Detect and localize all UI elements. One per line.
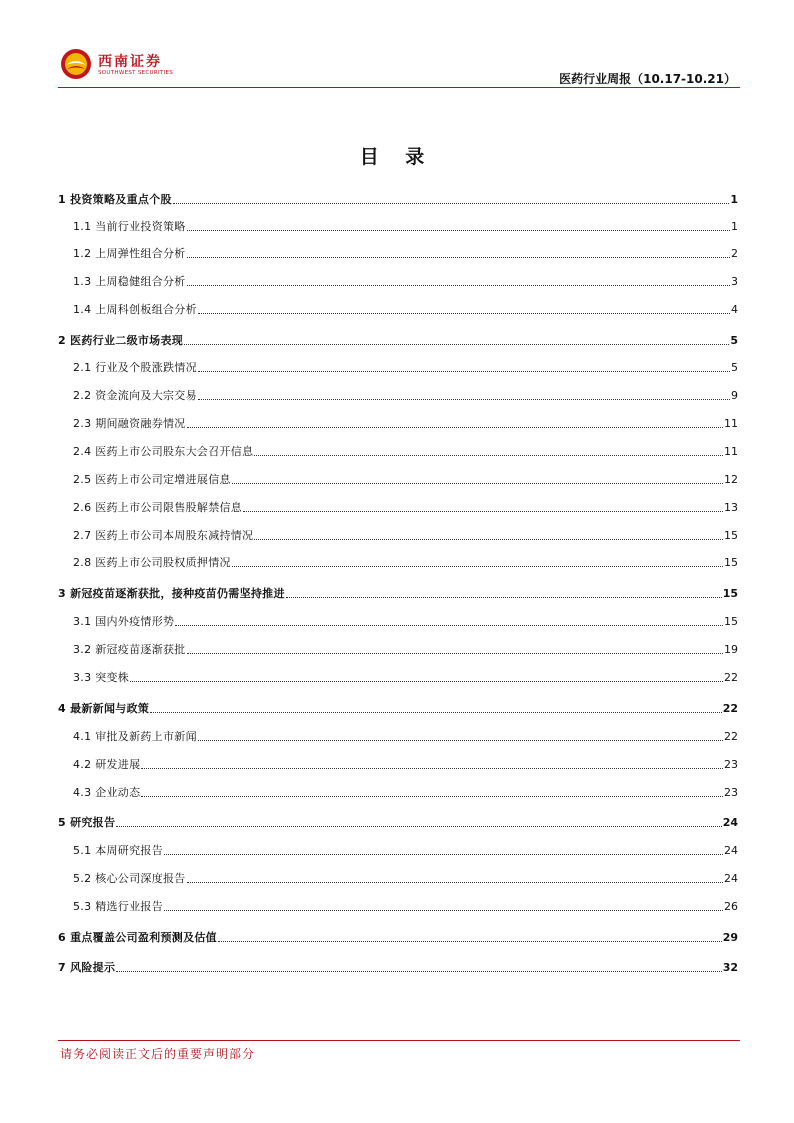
toc-entry-label: 1 投资策略及重点个股 — [58, 193, 172, 206]
toc-entry[interactable] — [58, 867, 738, 885]
toc-entry-page: 4 — [731, 303, 738, 316]
toc-leader-dots — [198, 313, 730, 314]
toc-entry-label: 1.1 当前行业投资策略 — [73, 220, 186, 233]
toc-entry-page: 13 — [724, 501, 738, 514]
southwest-securities-logo-icon — [60, 48, 92, 80]
toc-heading: 目 录 — [359, 146, 435, 168]
toc-leader-dots — [141, 768, 723, 769]
toc-entry[interactable] — [58, 329, 738, 347]
toc-entry[interactable] — [58, 610, 738, 628]
toc-leader-dots — [116, 971, 721, 972]
toc-entry[interactable] — [58, 440, 738, 458]
toc-entry[interactable] — [58, 753, 738, 771]
toc-entry-label: 2.8 医药上市公司股权质押情况 — [73, 556, 231, 569]
toc-entry-label: 1.3 上周稳健组合分析 — [73, 275, 186, 288]
toc-entry-label: 3.2 新冠疫苗逐渐获批 — [73, 643, 186, 656]
toc-entry-page: 15 — [724, 529, 738, 542]
toc-entry[interactable] — [58, 298, 738, 316]
toc-leader-dots — [198, 371, 730, 372]
toc-entry-page: 2 — [731, 247, 738, 260]
toc-entry-page: 26 — [724, 900, 738, 913]
toc-entry-label: 1.4 上周科创板组合分析 — [73, 303, 197, 316]
toc-entry-page: 24 — [722, 816, 738, 829]
toc-entry-label: 5.2 核心公司深度报告 — [73, 872, 186, 885]
toc-leader-dots — [184, 344, 729, 345]
toc-entry[interactable] — [58, 356, 738, 374]
toc-entry[interactable] — [58, 666, 738, 684]
toc-leader-dots — [187, 427, 723, 428]
footer-disclaimer: 请务必阅读正文后的重要声明部分 — [60, 1047, 256, 1061]
toc-entry-page: 11 — [724, 445, 738, 458]
toc-entry[interactable] — [58, 811, 738, 829]
toc-entry-page: 11 — [724, 417, 738, 430]
toc-entry-page: 24 — [724, 844, 738, 857]
toc-entry-label: 5.1 本周研究报告 — [73, 844, 163, 857]
toc-leader-dots — [164, 910, 723, 911]
toc-entry-page: 24 — [724, 872, 738, 885]
toc-entry-page: 15 — [724, 615, 738, 628]
report-title: 医药行业周报（10.17-10.21） — [559, 72, 736, 86]
toc-entry[interactable] — [58, 496, 738, 514]
toc-entry-page: 1 — [730, 193, 738, 206]
page-header — [58, 40, 740, 90]
toc-entry-label: 4.1 审批及新药上市新闻 — [73, 730, 197, 743]
toc-entry-label: 2.6 医药上市公司限售股解禁信息 — [73, 501, 243, 514]
toc-entry[interactable] — [58, 412, 738, 430]
toc-entry-page: 1 — [731, 220, 738, 233]
toc-leader-dots — [173, 203, 730, 204]
toc-entry-label: 7 风险提示 — [58, 961, 116, 974]
toc-entry-page: 32 — [722, 961, 738, 974]
toc-entry[interactable] — [58, 895, 738, 913]
toc-entry[interactable] — [58, 215, 738, 233]
toc-entry-page: 23 — [724, 758, 738, 771]
header-divider — [58, 87, 740, 88]
toc-entry-page: 5 — [730, 334, 738, 347]
toc-entry[interactable] — [58, 524, 738, 542]
toc-leader-dots — [198, 399, 730, 400]
toc-entry-label: 2.3 期间融资融券情况 — [73, 417, 186, 430]
toc-entry-page: 9 — [731, 389, 738, 402]
toc-entry-label: 4.2 研发进展 — [73, 758, 141, 771]
toc-leader-dots — [232, 483, 723, 484]
toc-entry[interactable] — [58, 384, 738, 402]
toc-entry-page: 3 — [731, 275, 738, 288]
toc-entry-label: 4.3 企业动态 — [73, 786, 141, 799]
toc-entry-page: 23 — [724, 786, 738, 799]
toc-entry-page: 22 — [722, 702, 738, 715]
toc-leader-dots — [254, 455, 723, 456]
toc-entry-page: 22 — [724, 730, 738, 743]
toc-entry-label: 5.3 精选行业报告 — [73, 900, 163, 913]
toc-entry-page: 12 — [724, 473, 738, 486]
toc-entry-label: 3.1 国内外疫情形势 — [73, 615, 175, 628]
toc-leader-dots — [130, 681, 723, 682]
toc-leader-dots — [187, 285, 730, 286]
toc-entry-page: 19 — [724, 643, 738, 656]
toc-entry-label: 2.2 资金流向及大宗交易 — [73, 389, 197, 402]
toc-entry-label: 1.2 上周弹性组合分析 — [73, 247, 186, 260]
toc-entry-label: 3 新冠疫苗逐渐获批，接种疫苗仍需坚持推进 — [58, 587, 285, 600]
toc-entry[interactable] — [58, 582, 738, 600]
toc-entry-page: 15 — [722, 587, 738, 600]
toc-leader-dots — [187, 653, 723, 654]
toc-entry[interactable] — [58, 638, 738, 656]
toc-leader-dots — [232, 566, 723, 567]
toc-entry[interactable] — [58, 468, 738, 486]
toc-leader-dots — [175, 625, 723, 626]
toc-leader-dots — [187, 882, 723, 883]
toc-leader-dots — [141, 796, 723, 797]
toc-leader-dots — [243, 511, 723, 512]
toc-leader-dots — [218, 941, 722, 942]
toc-leader-dots — [116, 826, 721, 827]
toc-entry[interactable] — [58, 839, 738, 857]
toc-leader-dots — [198, 740, 723, 741]
logo-chinese-name: 西南证券 — [98, 54, 162, 70]
toc-entry[interactable] — [58, 551, 738, 569]
toc-entry-label: 2.5 医药上市公司定增进展信息 — [73, 473, 231, 486]
toc-entry-label: 2.1 行业及个股涨跌情况 — [73, 361, 197, 374]
toc-entry-label: 4 最新新闻与政策 — [58, 702, 150, 715]
toc-entry-label: 2.4 医药上市公司股东大会召开信息 — [73, 445, 254, 458]
toc-entry-page: 22 — [724, 671, 738, 684]
toc-leader-dots — [150, 712, 722, 713]
toc-entry[interactable] — [58, 781, 738, 799]
toc-entry[interactable] — [58, 270, 738, 288]
toc-entry[interactable] — [58, 956, 738, 974]
toc-entry-label: 5 研究报告 — [58, 816, 116, 829]
toc-entry-page: 29 — [722, 931, 738, 944]
toc-leader-dots — [187, 257, 730, 258]
toc-leader-dots — [164, 854, 723, 855]
toc-leader-dots — [254, 539, 723, 540]
toc-entry-label: 2.7 医药上市公司本周股东减持情况 — [73, 529, 254, 542]
toc-entry-label: 6 重点覆盖公司盈利预测及估值 — [58, 931, 217, 944]
toc-entry[interactable] — [58, 725, 738, 743]
toc-entry[interactable] — [58, 926, 738, 944]
toc-entry-label: 2 医药行业二级市场表现 — [58, 334, 184, 347]
company-logo — [58, 48, 218, 88]
toc-entry-label: 3.3 突变株 — [73, 671, 130, 684]
toc-entry-page: 5 — [731, 361, 738, 374]
toc-entry[interactable] — [58, 697, 738, 715]
toc-entry-page: 15 — [724, 556, 738, 569]
toc-entry[interactable] — [58, 242, 738, 260]
toc-leader-dots — [187, 230, 730, 231]
toc-entry[interactable] — [58, 188, 738, 206]
logo-english-name: SOUTHWEST SECURITIES — [98, 70, 174, 76]
toc-leader-dots — [286, 597, 722, 598]
footer-divider — [58, 1040, 740, 1041]
